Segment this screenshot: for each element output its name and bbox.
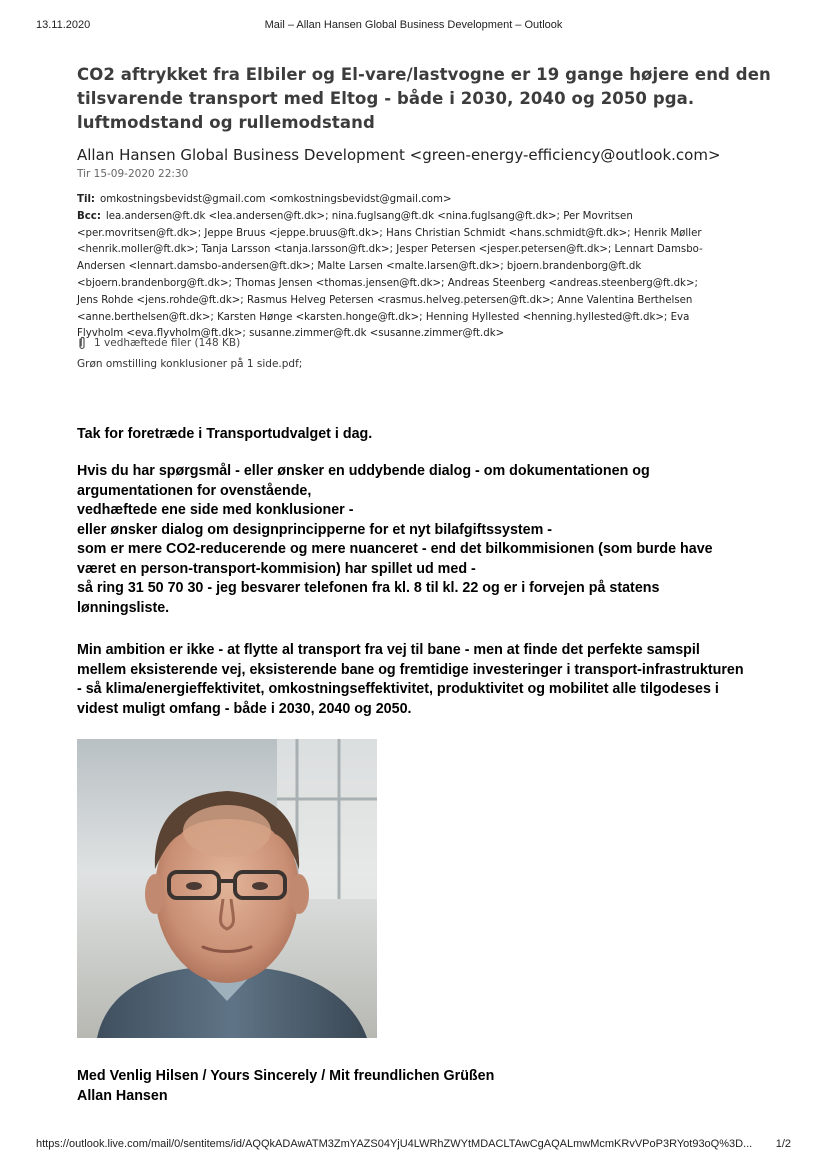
- body-line: Hvis du har spørgsmål - eller ønsker en uddybende dialog - om dokumentationen og: [77, 463, 650, 479]
- bcc-line[interactable]: <henrik.moller@ft.dk>; Tanja Larsson <tanja.larsson@ft.dk>; Jesper Petersen <jesper.petersen@ft.dk>; Lennart Damsbo-: [77, 244, 703, 256]
- body-line: - så klima/energieffektivitet, omkostningseffektivitet, produktivitet og mobilitet alle tilgodeses i: [77, 681, 719, 697]
- bcc-line[interactable]: <per.movritsen@ft.dk>; Jeppe Bruus <jeppe.bruus@ft.dk>; Hans Christian Schmidt <hans.schmidt@ft.dk>; Henrik Møller: [77, 227, 702, 239]
- body-paragraph-3: [77, 641, 767, 719]
- body-line: eller ønsker dialog om designprincipperne for et nyt bilafgiftssystem -: [77, 521, 553, 538]
- body-line: som er mere CO2-reducerende og mere nuanceret - end det bilkommisionen (som burde have: [77, 541, 713, 557]
- to-recipient[interactable]: omkostningsbevidst@gmail.com <omkostningsbevidst@gmail.com>: [100, 194, 452, 205]
- body-line: så ring 31 50 70 30 - jeg besvarer telefonen fra kl. 8 til kl. 22 og er i forvejen på statens: [77, 580, 660, 596]
- body-line: mellem eksisterende vej, eksisterende bane og fremtidige investeringer i transport-infrastrukturen: [77, 661, 744, 678]
- body-line: lønningsliste.: [77, 599, 170, 616]
- paperclip-icon: [77, 336, 87, 350]
- bcc-line[interactable]: <anne.berthelsen@ft.dk>; Karsten Hønge <karsten.honge@ft.dk>; Henning Hyllested <henning.hyllested@ft.dk>; Eva: [77, 311, 690, 323]
- to-label: Til:: [77, 194, 96, 205]
- body-paragraph-2: [77, 462, 767, 618]
- signature-name: Allan Hansen: [77, 1088, 168, 1104]
- bcc-label: Bcc:: [77, 210, 101, 222]
- print-date: 13.11.2020: [36, 19, 91, 31]
- print-header: [36, 19, 791, 35]
- signature: [77, 1066, 494, 1106]
- bcc-line[interactable]: Andersen <lennart.damsbo-andersen@ft.dk>; Malte Larsen <malte.larsen@ft.dk>; bjoern.brandenborg@ft.dk: [77, 261, 642, 273]
- attachment-count: 1 vedhæftede filer (148 KB): [94, 337, 241, 349]
- bcc-line[interactable]: Flyvholm <eva.flyvholm@ft.dk>; susanne.zimmer@ft.dk <susanne.zimmer@ft.dk>: [77, 328, 505, 340]
- signature-greeting: Med Venlig Hilsen / Yours Sincerely / Mit freundlichen Grüßen: [77, 1068, 495, 1084]
- to-row: [77, 192, 757, 209]
- bcc-line[interactable]: Jens Rohde <jens.rohde@ft.dk>; Rasmus Helveg Petersen <rasmus.helveg.petersen@ft.dk>; Anne Valentina Berthelsen: [77, 294, 693, 306]
- sender-portrait-photo: [77, 739, 377, 1038]
- bcc-line[interactable]: lea.andersen@ft.dk <lea.andersen@ft.dk>; nina.fuglsang@ft.dk <nina.fuglsang@ft.dk>; Per Movritsen: [105, 210, 633, 222]
- page-number: 1/2: [775, 1138, 791, 1150]
- print-title: Mail – Allan Hansen Global Business Development – Outlook: [264, 19, 563, 31]
- attachment-file[interactable]: Grøn omstilling konklusioner på 1 side.pdf;: [77, 358, 303, 370]
- bcc-line[interactable]: <bjoern.brandenborg@ft.dk>; Thomas Jensen <thomas.jensen@ft.dk>; Andreas Steenberg <andreas.steenberg@ft.dk>;: [77, 277, 698, 289]
- portrait-illustration: [77, 739, 377, 1038]
- attachment-summary[interactable]: [77, 336, 240, 350]
- body-paragraph-1: Tak for foretræde i Transportudvalget i dag.: [77, 426, 373, 442]
- body-line: været en person-transport-kommision) har spillet ud med -: [77, 560, 476, 577]
- email-sent-time: Tir 15-09-2020 22:30: [77, 168, 189, 180]
- page-url[interactable]: https://outlook.live.com/mail/0/sentitems/id/AQQkADAwATM3ZmYAZS04YjU4LWRhZWYtMDACLTAwCgAQALmwMcmKRvVPoP3RYot93oQ%3D...: [36, 1138, 753, 1150]
- body-line: vedhæftede ene side med konklusioner -: [77, 502, 354, 518]
- email-subject: CO2 aftrykket fra Elbiler og El-vare/lastvogne er 19 gange højere end den tilsvarende transport med Eltog - både i 2030, 2040 og 2050 pga. luftmodstand og rullemodstand: [77, 65, 771, 132]
- email-sender[interactable]: Allan Hansen Global Business Development <green-energy-efficiency@outlook.com>: [77, 146, 721, 164]
- body-line: argumentationen for ovenstående,: [77, 482, 312, 499]
- print-footer: [36, 1138, 791, 1154]
- recipients: [77, 192, 757, 343]
- bcc-row: [77, 209, 757, 226]
- body-line: videst muligt omfang - både i 2030, 2040 og 2050.: [77, 700, 412, 717]
- body-line: Min ambition er ikke - at flytte al transport fra vej til bane - men at finde det perfekte samspil: [77, 642, 700, 658]
